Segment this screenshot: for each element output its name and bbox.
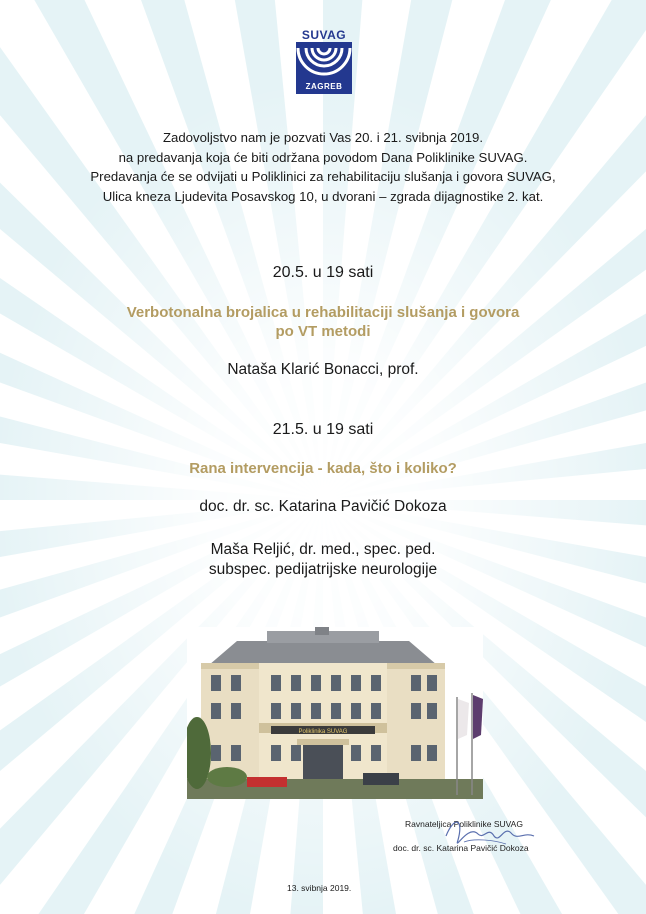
building-window [231,703,241,719]
lecture-1-title [0,303,646,341]
building-window [351,745,361,761]
building-window [211,675,221,691]
intro-text [0,128,646,206]
logo-top-text: SUVAG [301,28,347,42]
signatory-role: Ravnateljica Poliklinike SUVAG [405,819,523,829]
intro-line: Zadovoljstvo nam je pozvati Vas 20. i 21. svibnja 2019. [162,130,484,145]
building-window [291,703,301,719]
lecture-1-speaker: Nataša Klarić Bonacci, prof. [227,361,419,378]
speaker-2-line: subspec. pedijatrijske neurologije [208,561,438,578]
lecture-1-title-line: po VT metodi [275,323,371,340]
building-window [411,675,421,691]
intro-line: Predavanja će se odvijati u Poliklinici za rehabilitaciju slušanja i govora SUVAG, [90,169,556,184]
building-window [271,675,281,691]
document-date: 13. svibnja 2019. [287,883,352,893]
lecture-2-speaker: doc. dr. sc. Katarina Pavičić Dokoza [199,498,447,515]
building-window [427,703,437,719]
building-sign-text: Poliklinika SUVAG [298,729,348,735]
speaker-2-line: Maša Reljić, dr. med., spec. ped. [210,541,436,558]
signatory-name: doc. dr. sc. Katarina Pavičić Dokoza [393,843,529,853]
building-window [331,675,341,691]
intro-line: Ulica kneza Ljudevita Posavskog 10, u dvorani – zgrada dijagnostike 2. kat. [102,188,544,204]
lecture-2-title: Rana intervencija - kada, što i koliko? [189,460,457,477]
building-window [291,745,301,761]
lecture-1-title-line: Verbotonalna brojalica u rehabilitaciji slušanja i govora [126,304,520,321]
building-window [371,703,381,719]
building-window [231,745,241,761]
building-window [331,703,341,719]
logo-bottom-text: ZAGREB [305,82,343,91]
lecture-2-date: 21.5. u 19 sati [272,421,374,438]
lecture-2-speaker-2 [0,540,646,580]
suvag-logo [296,30,352,94]
building-window [311,703,321,719]
intro-line: na predavanja koja će biti održana povodom Dana Poliklinike SUVAG. [118,149,528,165]
building-window [311,675,321,691]
building-window [411,703,421,719]
building-window [427,675,437,691]
building-window [271,703,281,719]
building-window [211,745,221,761]
building-window [351,703,361,719]
building-window [371,745,381,761]
building-window [211,703,221,719]
building-window [231,675,241,691]
building-window [371,675,381,691]
building-window [427,745,437,761]
building-window [411,745,421,761]
building-window [291,675,301,691]
building-window [271,745,281,761]
building-window [351,675,361,691]
building-photo [187,627,483,799]
logo-mark [296,42,352,94]
lecture-1-date: 20.5. u 19 sati [272,264,374,281]
